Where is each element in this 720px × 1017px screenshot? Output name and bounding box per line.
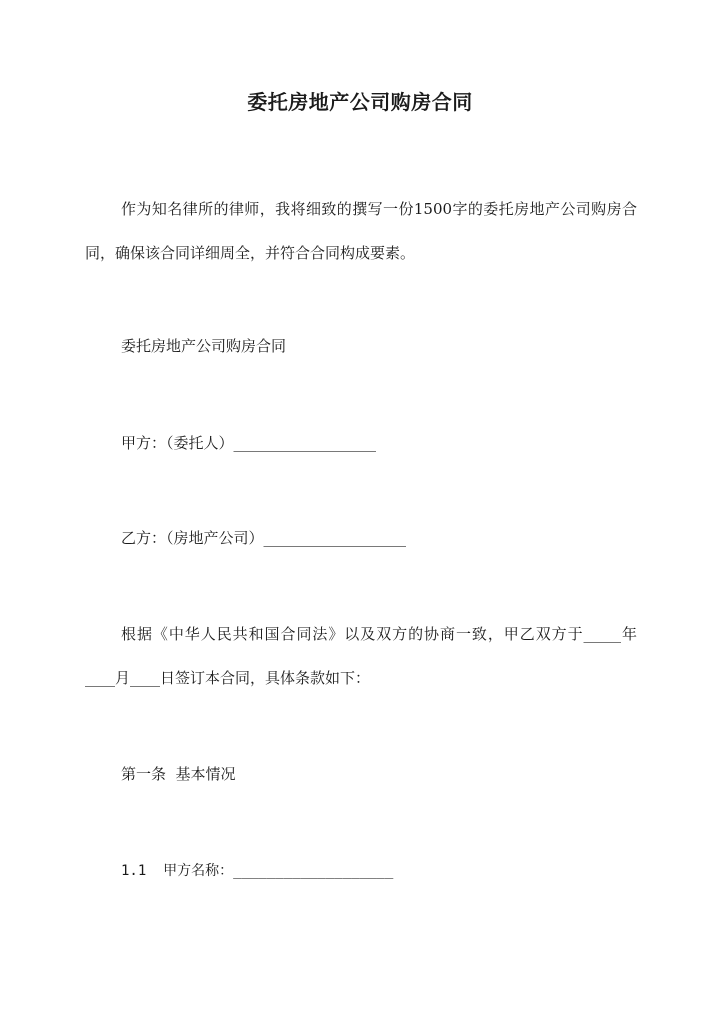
party-a-line: 甲方：（委托人）___________________ — [121, 434, 377, 452]
document-title: 委托房地产公司购房合同 — [247, 90, 473, 114]
agreement-paragraph: 根据《中华人民共和国合同法》以及双方的协商一致，甲乙双方于_____年____月____日签订本合同，具体条款如下： — [85, 625, 637, 687]
party-b-line: 乙方：（房地产公司）___________________ — [121, 529, 407, 547]
intro-paragraph: 作为知名律所的律师，我将细致的撰写一份1500字的委托房地产公司购房合同，确保该合同详细周全，并符合合同构成要素。 — [85, 200, 637, 262]
item-1-1-line: 1.1 甲方名称：___________________ — [121, 863, 394, 879]
article-1-heading: 第一条 基本情况 — [121, 765, 236, 783]
contract-subtitle: 委托房地产公司购房合同 — [121, 337, 287, 355]
